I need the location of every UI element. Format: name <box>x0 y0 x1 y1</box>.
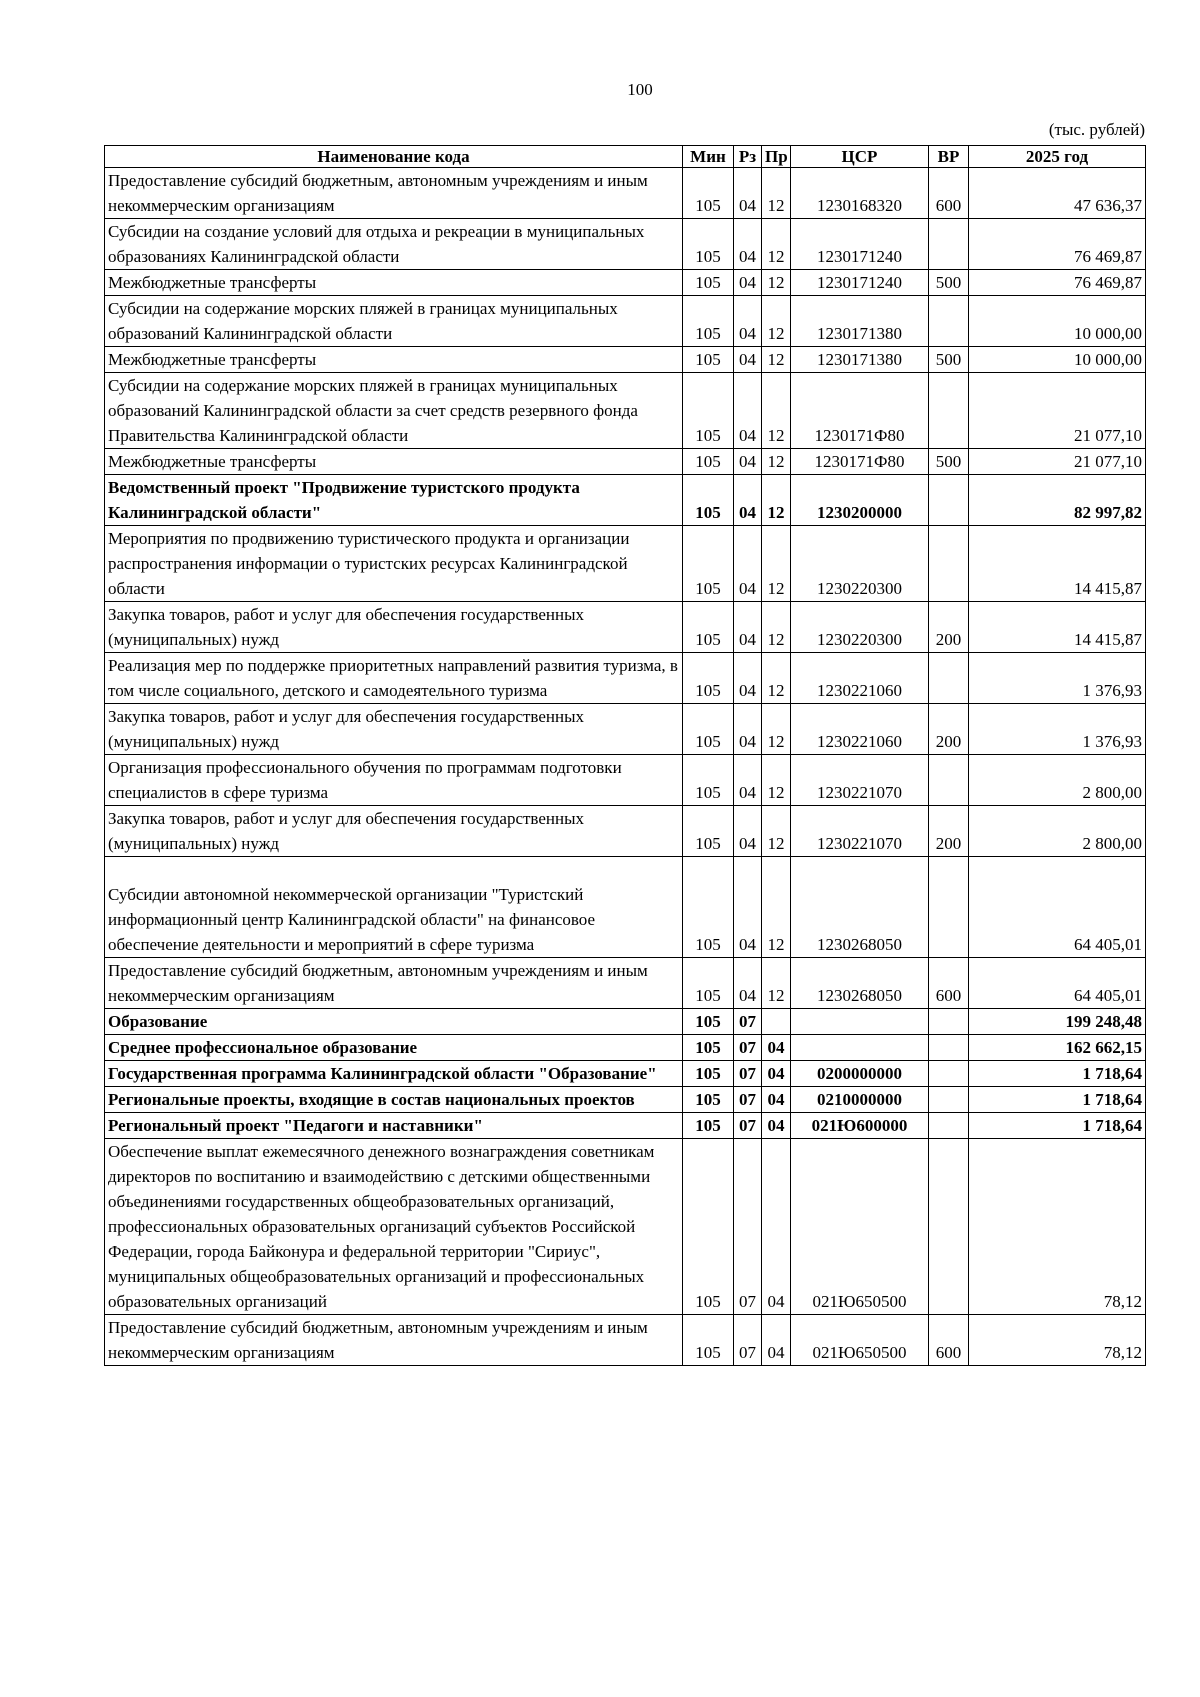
cell-amount: 2 800,00 <box>969 806 1146 857</box>
cell-csr: 1230221070 <box>791 806 929 857</box>
cell-name: Субсидии на содержание морских пляжей в границах муниципальных образований Калининградской области за счет средств резервного фонда Правительства Калининградской области <box>105 373 683 449</box>
cell-rz: 04 <box>734 653 762 704</box>
cell-vr <box>929 475 969 526</box>
cell-rz: 07 <box>734 1139 762 1315</box>
table-row <box>105 1087 1146 1113</box>
cell-pr: 12 <box>762 296 791 347</box>
cell-csr: 1230200000 <box>791 475 929 526</box>
cell-amount: 78,12 <box>969 1315 1146 1366</box>
cell-amount: 1 718,64 <box>969 1113 1146 1139</box>
cell-rz: 04 <box>734 373 762 449</box>
cell-amount: 162 662,15 <box>969 1035 1146 1061</box>
cell-rz: 04 <box>734 270 762 296</box>
cell-min: 105 <box>683 653 734 704</box>
cell-name: Межбюджетные трансферты <box>105 270 683 296</box>
cell-rz: 04 <box>734 602 762 653</box>
cell-pr: 12 <box>762 755 791 806</box>
cell-amount: 14 415,87 <box>969 602 1146 653</box>
col-header-name: Наименование кода <box>105 146 683 168</box>
cell-name: Субсидии на создание условий для отдыха и рекреации в муниципальных образованиях Калининградской области <box>105 219 683 270</box>
cell-amount: 14 415,87 <box>969 526 1146 602</box>
cell-csr: 1230171240 <box>791 270 929 296</box>
col-header-rz: Рз <box>734 146 762 168</box>
cell-csr: 1230171Ф80 <box>791 449 929 475</box>
cell-pr <box>762 1009 791 1035</box>
cell-rz: 07 <box>734 1035 762 1061</box>
cell-rz: 04 <box>734 219 762 270</box>
cell-vr: 600 <box>929 958 969 1009</box>
cell-rz: 04 <box>734 347 762 373</box>
cell-amount: 78,12 <box>969 1139 1146 1315</box>
cell-name: Региональный проект "Педагоги и наставники" <box>105 1113 683 1139</box>
cell-rz: 04 <box>734 449 762 475</box>
cell-amount: 21 077,10 <box>969 373 1146 449</box>
cell-name: Межбюджетные трансферты <box>105 449 683 475</box>
cell-csr: 021Ю650500 <box>791 1315 929 1366</box>
table-row <box>105 1139 1146 1315</box>
col-header-year: 2025 год <box>969 146 1146 168</box>
cell-vr: 200 <box>929 602 969 653</box>
cell-min: 105 <box>683 296 734 347</box>
cell-csr: 1230221060 <box>791 653 929 704</box>
cell-csr: 1230220300 <box>791 526 929 602</box>
table-row <box>105 296 1146 347</box>
cell-min: 105 <box>683 1035 734 1061</box>
cell-rz: 07 <box>734 1087 762 1113</box>
cell-name: Образование <box>105 1009 683 1035</box>
cell-csr: 021Ю600000 <box>791 1113 929 1139</box>
cell-min: 105 <box>683 958 734 1009</box>
table-header-row <box>105 146 1146 168</box>
col-header-csr: ЦСР <box>791 146 929 168</box>
cell-csr: 1230220300 <box>791 602 929 653</box>
cell-csr: 1230171Ф80 <box>791 373 929 449</box>
cell-min: 105 <box>683 1139 734 1315</box>
units-label: (тыс. рублей) <box>1048 120 1145 139</box>
table-row <box>105 219 1146 270</box>
cell-amount: 76 469,87 <box>969 270 1146 296</box>
cell-rz: 07 <box>734 1113 762 1139</box>
cell-pr: 12 <box>762 347 791 373</box>
cell-min: 105 <box>683 755 734 806</box>
cell-pr: 12 <box>762 526 791 602</box>
cell-pr: 12 <box>762 704 791 755</box>
cell-pr: 04 <box>762 1087 791 1113</box>
cell-csr <box>791 1009 929 1035</box>
cell-amount: 2 800,00 <box>969 755 1146 806</box>
cell-min: 105 <box>683 373 734 449</box>
cell-min: 105 <box>683 219 734 270</box>
cell-amount: 10 000,00 <box>969 296 1146 347</box>
cell-vr <box>929 1139 969 1315</box>
cell-vr <box>929 373 969 449</box>
cell-amount: 199 248,48 <box>969 1009 1146 1035</box>
table-row <box>105 526 1146 602</box>
cell-csr: 1230171380 <box>791 296 929 347</box>
cell-amount: 10 000,00 <box>969 347 1146 373</box>
cell-vr <box>929 1009 969 1035</box>
cell-vr: 600 <box>929 1315 969 1366</box>
col-header-pr: Пр <box>762 146 791 168</box>
table-body <box>105 168 1146 1366</box>
cell-pr: 12 <box>762 270 791 296</box>
cell-name: Предоставление субсидий бюджетным, автономным учреждениям и иным некоммерческим организациям <box>105 168 683 219</box>
cell-vr <box>929 1035 969 1061</box>
cell-vr <box>929 296 969 347</box>
budget-table <box>104 145 1146 1366</box>
cell-min: 105 <box>683 1113 734 1139</box>
cell-min: 105 <box>683 449 734 475</box>
cell-amount: 76 469,87 <box>969 219 1146 270</box>
cell-min: 105 <box>683 1009 734 1035</box>
page-number: 100 <box>627 80 653 99</box>
cell-vr <box>929 1113 969 1139</box>
cell-csr <box>791 1035 929 1061</box>
cell-amount: 21 077,10 <box>969 449 1146 475</box>
cell-pr: 12 <box>762 602 791 653</box>
cell-min: 105 <box>683 475 734 526</box>
cell-rz: 04 <box>734 475 762 526</box>
table-row <box>105 857 1146 958</box>
cell-rz: 04 <box>734 755 762 806</box>
cell-csr: 1230268050 <box>791 958 929 1009</box>
cell-csr: 1230221060 <box>791 704 929 755</box>
cell-csr: 1230221070 <box>791 755 929 806</box>
cell-min: 105 <box>683 704 734 755</box>
cell-name: Ведомственный проект "Продвижение туристского продукта Калининградской области" <box>105 475 683 526</box>
cell-name: Региональные проекты, входящие в состав национальных проектов <box>105 1087 683 1113</box>
cell-min: 105 <box>683 602 734 653</box>
cell-vr <box>929 653 969 704</box>
cell-name: Обеспечение выплат ежемесячного денежного вознаграждения советникам директоров по воспитанию и взаимодействию с детскими общественными объединениями государственных общеобразовательных организаций, профессиональных образовательных организаций субъектов Российской Федерации, города Байконура и федеральной территории "Сириус", муниципальных общеобразовательных организаций и профессиональных образовательных организаций <box>105 1139 683 1315</box>
cell-vr <box>929 755 969 806</box>
cell-rz: 04 <box>734 526 762 602</box>
cell-rz: 07 <box>734 1009 762 1035</box>
cell-min: 105 <box>683 270 734 296</box>
cell-csr: 0200000000 <box>791 1061 929 1087</box>
cell-pr: 12 <box>762 806 791 857</box>
cell-amount: 82 997,82 <box>969 475 1146 526</box>
table-row <box>105 704 1146 755</box>
cell-min: 105 <box>683 347 734 373</box>
cell-rz: 04 <box>734 168 762 219</box>
cell-pr: 12 <box>762 449 791 475</box>
cell-rz: 04 <box>734 857 762 958</box>
cell-name: Закупка товаров, работ и услуг для обеспечения государственных (муниципальных) нужд <box>105 806 683 857</box>
table-row <box>105 475 1146 526</box>
cell-amount: 64 405,01 <box>969 857 1146 958</box>
cell-rz: 04 <box>734 806 762 857</box>
cell-vr: 200 <box>929 806 969 857</box>
cell-csr: 1230168320 <box>791 168 929 219</box>
cell-pr: 12 <box>762 857 791 958</box>
table-row <box>105 168 1146 219</box>
cell-min: 105 <box>683 168 734 219</box>
cell-name: Государственная программа Калининградской области "Образование" <box>105 1061 683 1087</box>
cell-csr: 1230268050 <box>791 857 929 958</box>
cell-amount: 47 636,37 <box>969 168 1146 219</box>
cell-min: 105 <box>683 857 734 958</box>
cell-vr <box>929 1061 969 1087</box>
cell-amount: 1 718,64 <box>969 1061 1146 1087</box>
cell-pr: 04 <box>762 1139 791 1315</box>
cell-name: Закупка товаров, работ и услуг для обеспечения государственных (муниципальных) нужд <box>105 704 683 755</box>
cell-amount: 1 376,93 <box>969 704 1146 755</box>
cell-name: Субсидии автономной некоммерческой организации "Туристский информационный центр Калининградской области" на финансовое обеспечение деятельности и мероприятий в сфере туризма <box>105 857 683 958</box>
cell-pr: 04 <box>762 1113 791 1139</box>
col-header-min: Мин <box>683 146 734 168</box>
table-row <box>105 1009 1146 1035</box>
cell-name: Межбюджетные трансферты <box>105 347 683 373</box>
cell-pr: 12 <box>762 219 791 270</box>
cell-vr <box>929 1087 969 1113</box>
table-row <box>105 270 1146 296</box>
cell-rz: 04 <box>734 704 762 755</box>
cell-name: Мероприятия по продвижению туристического продукта и организации распространения информации о туристских ресурсах Калининградской области <box>105 526 683 602</box>
cell-name: Закупка товаров, работ и услуг для обеспечения государственных (муниципальных) нужд <box>105 602 683 653</box>
cell-min: 105 <box>683 1087 734 1113</box>
table-row <box>105 1061 1146 1087</box>
cell-vr: 600 <box>929 168 969 219</box>
cell-rz: 07 <box>734 1061 762 1087</box>
cell-name: Организация профессионального обучения по программам подготовки специалистов в сфере туризма <box>105 755 683 806</box>
table-row <box>105 1113 1146 1139</box>
cell-min: 105 <box>683 806 734 857</box>
cell-amount: 1 718,64 <box>969 1087 1146 1113</box>
cell-name: Предоставление субсидий бюджетным, автономным учреждениям и иным некоммерческим организациям <box>105 958 683 1009</box>
cell-pr: 04 <box>762 1061 791 1087</box>
cell-vr <box>929 526 969 602</box>
cell-amount: 1 376,93 <box>969 653 1146 704</box>
cell-pr: 12 <box>762 958 791 1009</box>
table-row <box>105 449 1146 475</box>
table-row <box>105 1315 1146 1366</box>
cell-min: 105 <box>683 526 734 602</box>
cell-pr: 12 <box>762 475 791 526</box>
cell-min: 105 <box>683 1315 734 1366</box>
cell-name: Предоставление субсидий бюджетным, автономным учреждениям и иным некоммерческим организациям <box>105 1315 683 1366</box>
cell-rz: 04 <box>734 958 762 1009</box>
cell-vr <box>929 219 969 270</box>
cell-amount: 64 405,01 <box>969 958 1146 1009</box>
cell-csr: 1230171240 <box>791 219 929 270</box>
table-row <box>105 653 1146 704</box>
table-row <box>105 602 1146 653</box>
table-row <box>105 755 1146 806</box>
cell-pr: 12 <box>762 653 791 704</box>
col-header-vr: ВР <box>929 146 969 168</box>
cell-csr: 0210000000 <box>791 1087 929 1113</box>
cell-pr: 12 <box>762 168 791 219</box>
cell-pr: 12 <box>762 373 791 449</box>
table-row <box>105 347 1146 373</box>
table-row <box>105 806 1146 857</box>
cell-pr: 04 <box>762 1315 791 1366</box>
cell-csr: 1230171380 <box>791 347 929 373</box>
cell-rz: 04 <box>734 296 762 347</box>
cell-vr: 500 <box>929 270 969 296</box>
cell-pr: 04 <box>762 1035 791 1061</box>
cell-vr <box>929 857 969 958</box>
cell-csr: 021Ю650500 <box>791 1139 929 1315</box>
cell-min: 105 <box>683 1061 734 1087</box>
cell-rz: 07 <box>734 1315 762 1366</box>
cell-name: Среднее профессиональное образование <box>105 1035 683 1061</box>
cell-name: Реализация мер по поддержке приоритетных направлений развития туризма, в том числе социального, детского и самодеятельного туризма <box>105 653 683 704</box>
table-row <box>105 958 1146 1009</box>
cell-vr: 200 <box>929 704 969 755</box>
cell-vr: 500 <box>929 449 969 475</box>
table-row <box>105 1035 1146 1061</box>
cell-name: Субсидии на содержание морских пляжей в границах муниципальных образований Калининградской области <box>105 296 683 347</box>
cell-vr: 500 <box>929 347 969 373</box>
table-row <box>105 373 1146 449</box>
